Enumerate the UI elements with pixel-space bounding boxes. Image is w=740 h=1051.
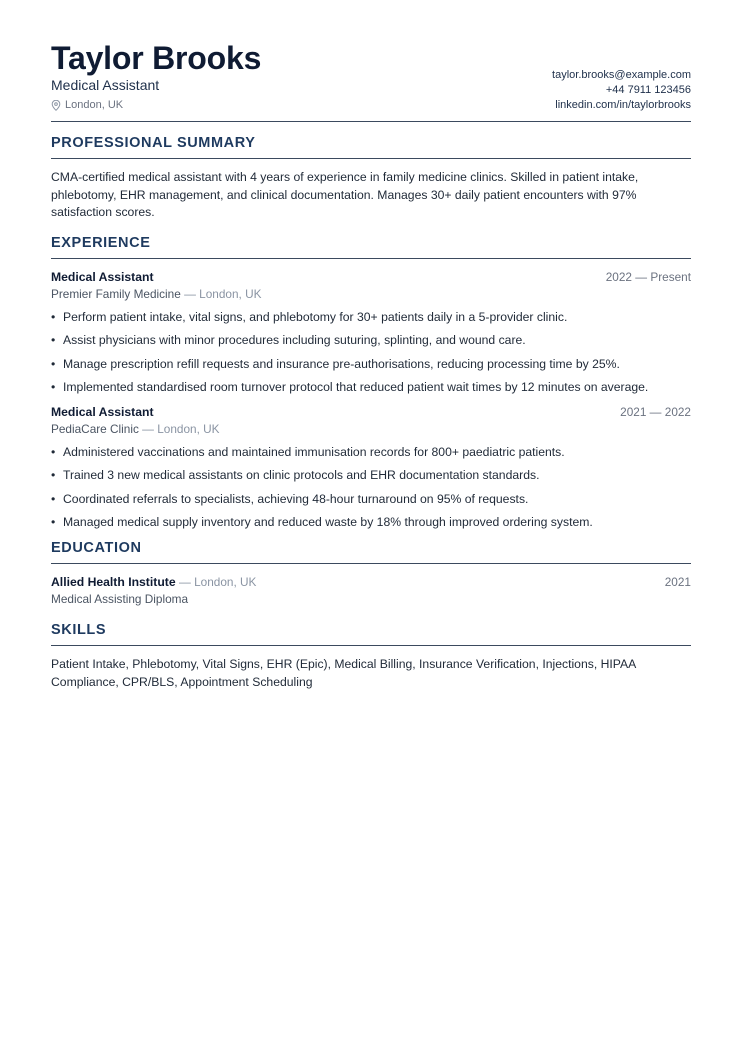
education-entry bbox=[51, 574, 691, 607]
location-text: London, UK bbox=[65, 99, 124, 111]
skills-text: Patient Intake, Phlebotomy, Vital Signs, EHR (Epic), Medical Billing, Insurance Verification, Injections, HIPAA Compliance, CPR/BLS, Appointment Scheduling bbox=[51, 657, 636, 689]
job-employer-line bbox=[51, 421, 691, 437]
job-title: Medical Assistant bbox=[51, 405, 154, 419]
job-location: — London, UK bbox=[142, 422, 220, 436]
job-employer-line bbox=[51, 286, 691, 302]
phone-text: +44 7911 123456 bbox=[605, 84, 691, 96]
job-header bbox=[51, 404, 691, 421]
job-bullets bbox=[51, 444, 691, 532]
section-title-summary: PROFESSIONAL SUMMARY bbox=[51, 134, 691, 159]
email-link[interactable]: taylor.brooks@example.com bbox=[552, 69, 691, 81]
education-header bbox=[51, 574, 691, 591]
section-title-experience: EXPERIENCE bbox=[51, 234, 691, 259]
candidate-location bbox=[51, 98, 123, 112]
bullet-item: • Managed medical supply inventory and reduced waste by 18% through improved ordering system. bbox=[51, 514, 691, 531]
bullet-item: • Assist physicians with minor procedures including suturing, splinting, and wound care. bbox=[51, 332, 691, 349]
bullet-item: • Administered vaccinations and maintained immunisation records for 800+ paediatric patients. bbox=[51, 444, 691, 461]
school-name: Allied Health Institute bbox=[51, 575, 176, 589]
job-entry bbox=[51, 269, 691, 396]
job-header bbox=[51, 269, 691, 286]
education-section bbox=[51, 539, 691, 607]
job-bullets bbox=[51, 309, 691, 397]
education-year: 2021 bbox=[664, 575, 691, 589]
candidate-role: Medical Assistant bbox=[51, 77, 160, 93]
school-location: — London, UK bbox=[179, 575, 257, 589]
section-title-skills: SKILLS bbox=[51, 621, 691, 646]
degree-name: Medical Assisting Diploma bbox=[51, 592, 189, 606]
skills-section bbox=[51, 621, 691, 691]
job-location: — London, UK bbox=[184, 287, 262, 301]
resume-header bbox=[51, 0, 691, 122]
contact-block bbox=[552, 68, 691, 113]
bullet-item: • Trained 3 new medical assistants on clinic protocols and EHR documentation standards. bbox=[51, 467, 691, 484]
summary-section bbox=[51, 134, 691, 222]
experience-section bbox=[51, 234, 691, 531]
bullet-item: • Perform patient intake, vital signs, and phlebotomy for 30+ patients daily in a 5-provider clinic. bbox=[51, 309, 691, 326]
section-title-education: EDUCATION bbox=[51, 539, 691, 564]
job-title: Medical Assistant bbox=[51, 270, 154, 284]
job-entry bbox=[51, 404, 691, 531]
bullet-item: • Implemented standardised room turnover protocol that reduced patient wait times by 12 minutes on average. bbox=[51, 379, 691, 396]
bullet-item: • Manage prescription refill requests and insurance pre-authorisations, reducing processing time by 25%. bbox=[51, 356, 691, 373]
linkedin-link[interactable]: linkedin.com/in/taylorbrooks bbox=[555, 99, 691, 111]
bullet-item: • Coordinated referrals to specialists, achieving 48-hour turnaround on 95% of requests. bbox=[51, 491, 691, 508]
summary-text: CMA-certified medical assistant with 4 years of experience in family medicine clinics. Skilled in patient intake, phlebotomy, EHR management, and clinical documentation. Manages 30+ daily patient encounters with 97% satisfaction scores. bbox=[51, 170, 639, 219]
job-employer: PediaCare Clinic bbox=[51, 422, 139, 436]
job-dates: 2021 — 2022 bbox=[620, 405, 691, 419]
job-employer: Premier Family Medicine bbox=[51, 287, 181, 301]
location-pin-icon bbox=[51, 100, 61, 111]
job-dates: 2022 — Present bbox=[605, 270, 691, 284]
candidate-name: Taylor Brooks bbox=[51, 40, 262, 76]
